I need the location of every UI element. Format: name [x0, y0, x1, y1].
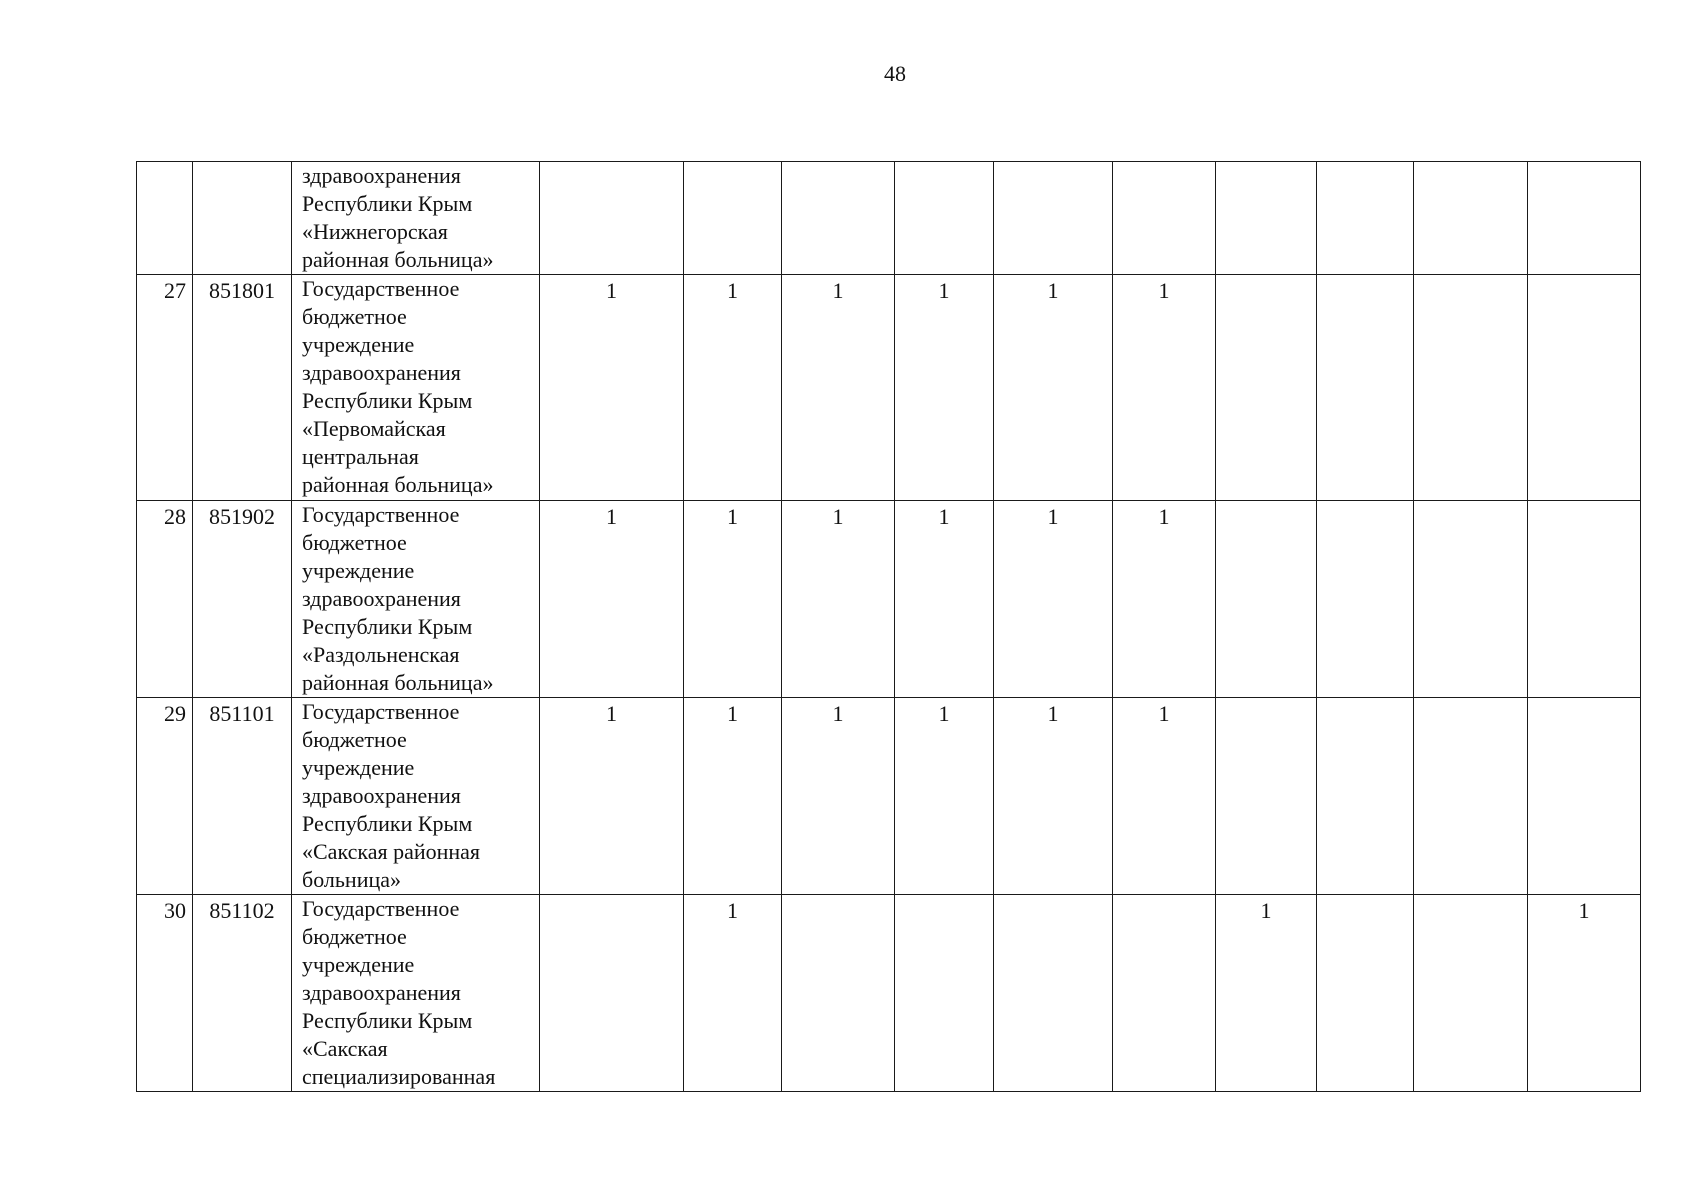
- row-number-cell: 27: [137, 275, 193, 501]
- table-row: [137, 275, 1641, 501]
- facility-code-cell: [193, 162, 292, 275]
- value-cell-col-3: 1: [782, 698, 895, 895]
- value-cell-col-4: 1: [895, 501, 994, 698]
- facility-name-line: специализированная: [302, 1064, 496, 1089]
- facility-name-cell: [292, 275, 540, 501]
- facility-name-cell: [292, 162, 540, 275]
- value-cell-col-7: [1216, 698, 1317, 895]
- facility-name-line: учреждение: [302, 558, 415, 583]
- facility-code-cell: 851902: [193, 501, 292, 698]
- facility-name-line: районная больница»: [302, 670, 494, 695]
- facility-name-line: бюджетное: [302, 304, 407, 329]
- facility-name-line: Государственное: [302, 896, 460, 921]
- facility-name-line: Государственное: [302, 502, 460, 527]
- row-number-cell: 28: [137, 501, 193, 698]
- facility-name-line: здравоохранения: [302, 163, 461, 188]
- value-cell-col-1: 1: [540, 275, 684, 501]
- value-cell-col-6: [1113, 162, 1216, 275]
- table-row: [137, 895, 1641, 1092]
- row-number-cell: 29: [137, 698, 193, 895]
- facility-name-line: бюджетное: [302, 924, 407, 949]
- value-cell-col-3: [782, 895, 895, 1092]
- value-cell-col-3: 1: [782, 275, 895, 501]
- value-cell-col-9: [1414, 501, 1528, 698]
- facility-name-line: здравоохранения: [302, 783, 461, 808]
- value-cell-col-6: 1: [1113, 275, 1216, 501]
- facility-name-cell: [292, 698, 540, 895]
- facility-name-line: учреждение: [302, 332, 415, 357]
- value-cell-col-8: [1317, 895, 1414, 1092]
- facility-name-line: здравоохранения: [302, 360, 461, 385]
- value-cell-col-9: [1414, 895, 1528, 1092]
- facility-code-cell: 851102: [193, 895, 292, 1092]
- value-cell-col-8: [1317, 501, 1414, 698]
- facilities-table: [136, 161, 1641, 1092]
- facility-name-line: учреждение: [302, 952, 415, 977]
- facility-code-cell: 851101: [193, 698, 292, 895]
- facility-name-line: Государственное: [302, 276, 460, 301]
- value-cell-col-1: [540, 162, 684, 275]
- value-cell-col-2: 1: [684, 698, 782, 895]
- value-cell-col-7: [1216, 162, 1317, 275]
- value-cell-col-1: 1: [540, 698, 684, 895]
- facility-name-line: Государственное: [302, 699, 460, 724]
- facility-name-line: Республики Крым: [302, 388, 473, 413]
- table-row: [137, 162, 1641, 275]
- facility-name-line: «Первомайская: [302, 416, 446, 441]
- value-cell-col-10: [1528, 275, 1641, 501]
- value-cell-col-5: 1: [994, 275, 1113, 501]
- facility-name-line: Республики Крым: [302, 191, 473, 216]
- value-cell-col-5: 1: [994, 501, 1113, 698]
- facility-name-line: Республики Крым: [302, 811, 473, 836]
- facility-name-cell: [292, 895, 540, 1092]
- facility-name-line: «Раздольненская: [302, 642, 460, 667]
- value-cell-col-10: 1: [1528, 895, 1641, 1092]
- facility-name-line: районная больница»: [302, 247, 494, 272]
- facility-code-cell: 851801: [193, 275, 292, 501]
- facility-name-line: «Сакская районная: [302, 839, 481, 864]
- value-cell-col-6: [1113, 895, 1216, 1092]
- facility-name-line: здравоохранения: [302, 586, 461, 611]
- value-cell-col-2: 1: [684, 501, 782, 698]
- facility-name-line: «Нижнегорская: [302, 219, 448, 244]
- value-cell-col-4: 1: [895, 698, 994, 895]
- value-cell-col-2: [684, 162, 782, 275]
- facility-name-line: бюджетное: [302, 727, 407, 752]
- value-cell-col-3: 1: [782, 501, 895, 698]
- facility-name-line: бюджетное: [302, 530, 407, 555]
- facility-name-line: «Сакская: [302, 1036, 388, 1061]
- value-cell-col-10: [1528, 501, 1641, 698]
- value-cell-col-5: [994, 162, 1113, 275]
- row-number-cell: [137, 162, 193, 275]
- table-row: [137, 698, 1641, 895]
- row-number-cell: 30: [137, 895, 193, 1092]
- value-cell-col-1: 1: [540, 501, 684, 698]
- facility-name-line: учреждение: [302, 755, 415, 780]
- page-number: 48: [884, 61, 906, 86]
- value-cell-col-1: [540, 895, 684, 1092]
- value-cell-col-2: 1: [684, 895, 782, 1092]
- table-row: [137, 501, 1641, 698]
- value-cell-col-6: 1: [1113, 698, 1216, 895]
- value-cell-col-10: [1528, 698, 1641, 895]
- value-cell-col-4: [895, 895, 994, 1092]
- value-cell-col-8: [1317, 698, 1414, 895]
- value-cell-col-4: 1: [895, 275, 994, 501]
- value-cell-col-8: [1317, 275, 1414, 501]
- facility-name-line: Республики Крым: [302, 614, 473, 639]
- value-cell-col-9: [1414, 698, 1528, 895]
- facility-name-line: центральная: [302, 444, 419, 469]
- facility-name-line: районная больница»: [302, 472, 494, 497]
- value-cell-col-4: [895, 162, 994, 275]
- value-cell-col-5: 1: [994, 698, 1113, 895]
- facility-name-line: больница»: [302, 867, 401, 892]
- facility-name-line: здравоохранения: [302, 980, 461, 1005]
- value-cell-col-6: 1: [1113, 501, 1216, 698]
- value-cell-col-7: 1: [1216, 895, 1317, 1092]
- value-cell-col-5: [994, 895, 1113, 1092]
- value-cell-col-9: [1414, 275, 1528, 501]
- facility-name-line: Республики Крым: [302, 1008, 473, 1033]
- value-cell-col-8: [1317, 162, 1414, 275]
- value-cell-col-10: [1528, 162, 1641, 275]
- value-cell-col-3: [782, 162, 895, 275]
- value-cell-col-2: 1: [684, 275, 782, 501]
- value-cell-col-7: [1216, 501, 1317, 698]
- facility-name-cell: [292, 501, 540, 698]
- value-cell-col-7: [1216, 275, 1317, 501]
- value-cell-col-9: [1414, 162, 1528, 275]
